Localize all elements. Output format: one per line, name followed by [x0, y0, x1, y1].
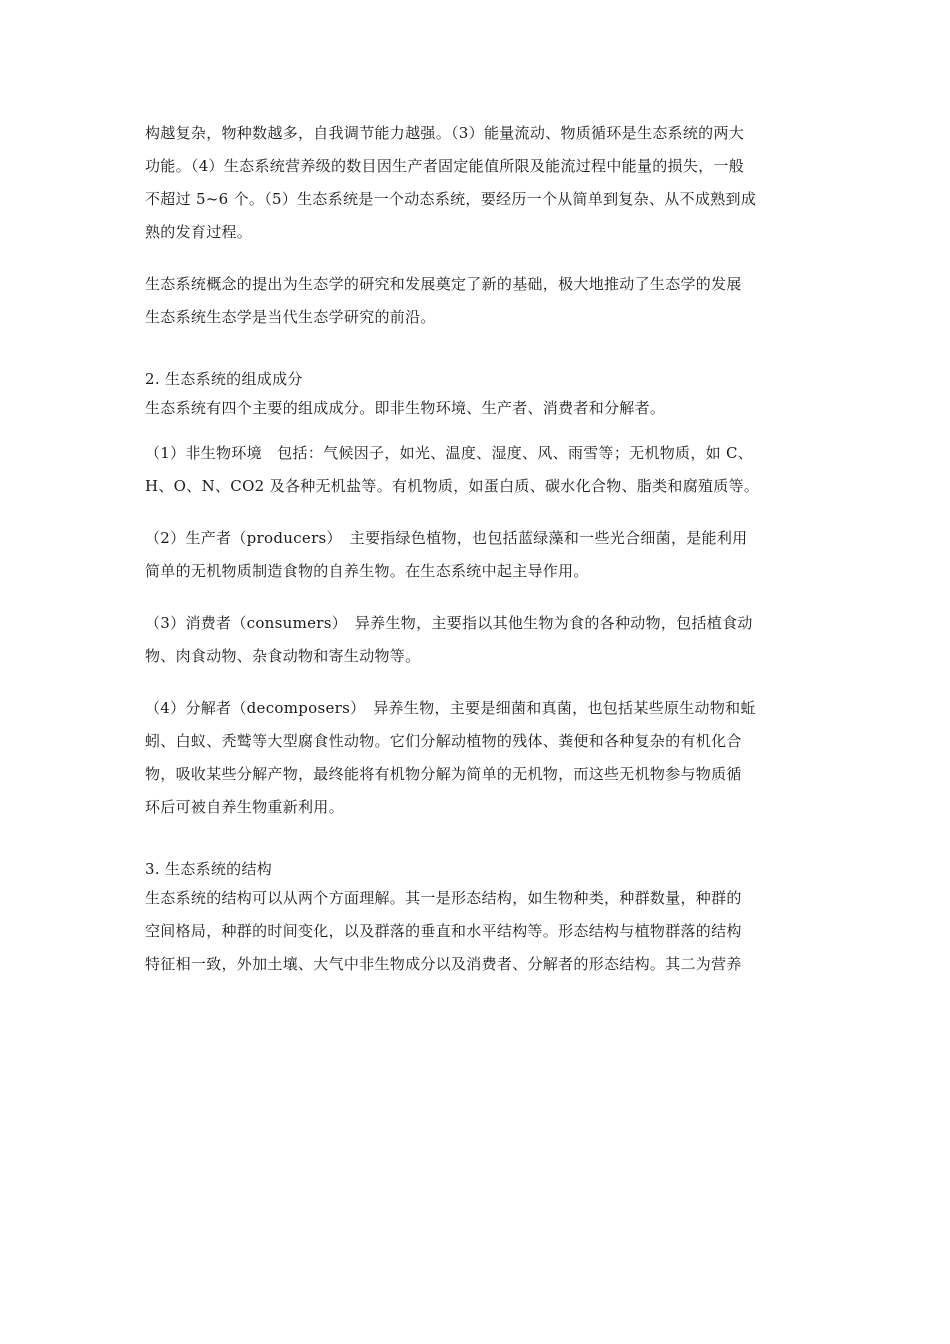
text-line: 环后可被自养生物重新利用。	[145, 798, 344, 816]
text-line: 蚓、白蚁、秃鹫等大型腐食性动物。它们分解动植物的残体、粪便和各种复杂的有机化合	[145, 732, 742, 750]
spacer	[145, 334, 810, 366]
consumers-paragraph	[145, 607, 810, 673]
text-line: （4）分解者（decomposers） 异养生物，主要是细菌和真菌，也包括某些原生动物和蚯	[145, 699, 756, 717]
text-line: 简单的无机物质制造食物的自养生物。在生态系统中起主导作用。	[145, 562, 589, 580]
intro-paragraph	[145, 117, 810, 249]
section-2-heading: 2. 生态系统的组成成分	[145, 370, 303, 388]
spacer	[145, 249, 810, 268]
text-line: （3）消费者（consumers） 异养生物，主要指以其他生物为食的各种动物，包括植食动	[145, 614, 753, 632]
structure-paragraph	[145, 882, 810, 981]
text-line: 熟的发育过程。	[145, 223, 253, 241]
spacer	[145, 673, 810, 692]
text-line: 生态系统概念的提出为生态学的研究和发展奠定了新的基础，极大地推动了生态学的发展	[145, 275, 742, 293]
spacer	[145, 824, 810, 856]
section-2-summary: 生态系统有四个主要的组成成分。即非生物环境、生产者、消费者和分解者。	[145, 399, 666, 417]
text-line: 生态系统的结构可以从两个方面理解。其一是形态结构，如生物种类，种群数量，种群的	[145, 889, 742, 907]
spacer	[145, 588, 810, 607]
decomposers-paragraph	[145, 692, 810, 824]
concept-paragraph	[145, 268, 810, 334]
producers-paragraph	[145, 522, 810, 588]
text-line: H、O、N、CO2 及各种无机盐等。有机物质，如蛋白质、碳水化合物、脂类和腐殖质等。	[145, 477, 760, 495]
text-line: 空间格局，种群的时间变化，以及群落的垂直和水平结构等。形态结构与植物群落的结构	[145, 922, 742, 940]
text-line: 构越复杂，物种数越多，自我调节能力越强。（3）能量流动、物质循环是生态系统的两大	[145, 124, 745, 142]
document-page	[145, 117, 810, 981]
spacer	[145, 425, 810, 437]
text-line: 特征相一致，外加土壤、大气中非生物成分以及消费者、分解者的形态结构。其二为营养	[145, 955, 742, 973]
section-3-heading: 3. 生态系统的结构	[145, 860, 273, 878]
spacer	[145, 503, 810, 522]
text-line: 生态系统生态学是当代生态学研究的前沿。	[145, 308, 436, 326]
text-line: 物、肉食动物、杂食动物和寄生动物等。	[145, 647, 421, 665]
text-line: （1）非生物环境 包括：气候因子，如光、温度、湿度、风、雨雪等；无机物质，如 C、	[145, 444, 754, 462]
text-line: （2）生产者（producers） 主要指绿色植物，也包括蓝绿藻和一些光合细菌，是能利用	[145, 529, 748, 547]
text-line: 不超过 5~6 个。（5）生态系统是一个动态系统，要经历一个从简单到复杂、从不成熟到成	[145, 190, 757, 208]
text-line: 功能。（4）生态系统营养级的数目因生产者固定能值所限及能流过程中能量的损失，一般	[145, 157, 745, 175]
text-line: 物，吸收某些分解产物，最终能将有机物分解为简单的无机物，而这些无机物参与物质循	[145, 765, 742, 783]
abiotic-environment-paragraph	[145, 437, 810, 503]
